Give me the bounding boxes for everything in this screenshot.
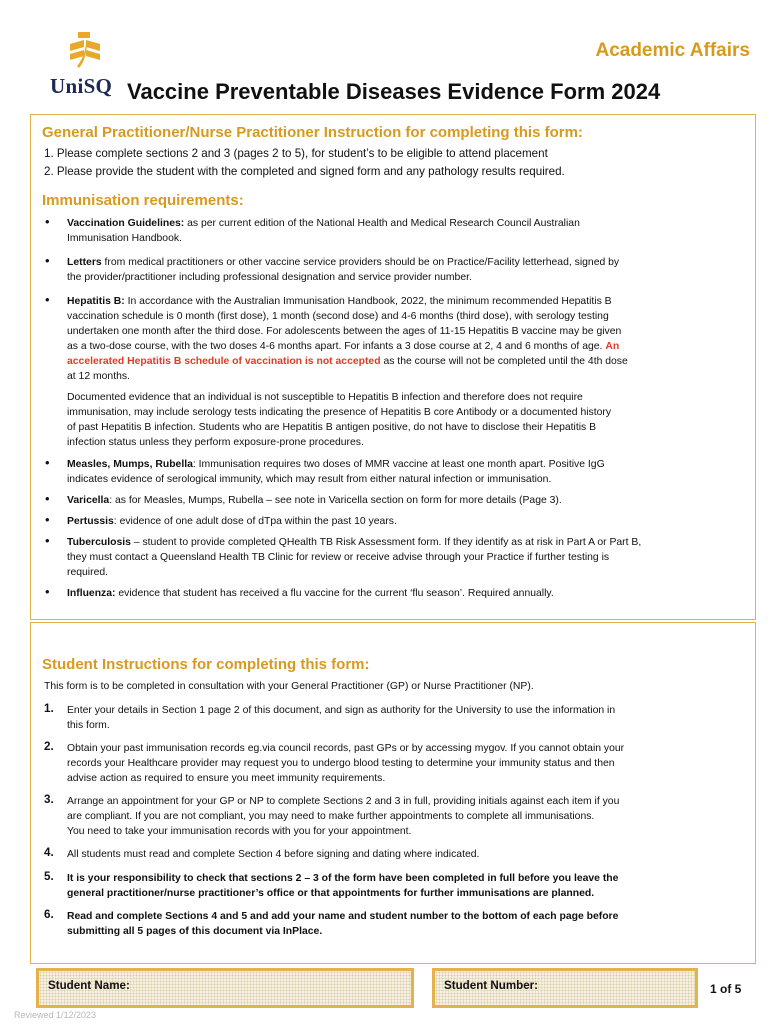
bullet-icon: •: [45, 253, 50, 268]
tuberculosis-line-3: required.: [67, 567, 109, 578]
hepatitis-b-line-6: at 12 months.: [67, 371, 130, 382]
student-item-1-line-2: this form.: [67, 720, 110, 731]
student-item-5-number: 5.: [44, 870, 54, 883]
student-item-4-number: 4.: [44, 846, 54, 859]
letters-line-2: the provider/practitioner including professional designation and service provider number.: [67, 272, 472, 283]
mmr-line-1: Measles, Mumps, Rubella: Immunisation requires two doses of MMR vaccine at least one month apart. Positive IgG: [67, 459, 605, 470]
tuberculosis-line-1: Tuberculosis – student to provide completed QHealth TB Risk Assessment form. If they identify as at risk in Part A or Part B,: [67, 537, 642, 548]
student-item-2-number: 2.: [44, 740, 54, 753]
department-name: Academic Affairs: [595, 40, 750, 61]
bullet-icon: •: [45, 292, 50, 307]
reviewed-date: Reviewed 1/12/2023: [14, 1010, 97, 1020]
student-item-3-line-3: You need to take your immunisation records with you for your appointment.: [67, 826, 412, 837]
student-item-1-number: 1.: [44, 702, 54, 715]
unisq-logo: [50, 30, 124, 102]
bullet-icon: •: [45, 584, 50, 599]
varicella-line: Varicella: as for Measles, Mumps, Rubella – see note in Varicella section on form for more details (Page 3).: [67, 495, 562, 506]
student-number-field[interactable]: [432, 968, 698, 1008]
student-item-6-line-1: Read and complete Sections 4 and 5 and add your name and student number to the bottom of each page before: [67, 911, 619, 922]
student-item-3-line-2: are compliant. If you are not compliant, you may need to make further appointments to complete all immunisations.: [67, 811, 595, 822]
student-item-3-number: 3.: [44, 793, 54, 806]
hepatitis-b-line-2: vaccination schedule is 0 month (first dose), 1 month (second dose) and 4-6 months (third dose), with serology testing: [67, 311, 609, 322]
hepatitis-b-note-2: immunisation, may include serology tests indicating the presence of Hepatitis B core Antibody or a documented history: [67, 407, 612, 418]
student-name-field[interactable]: [36, 968, 414, 1008]
vaccination-guidelines-line-2: Immunisation Handbook.: [67, 233, 182, 244]
tuberculosis-line-2: they must contact a Queensland Health TB Clinic for review or receive advise through your Practice if further testing is: [67, 552, 610, 563]
bullet-icon: •: [45, 533, 50, 548]
student-item-2-line-2: records your Healthcare provider may request you to undergo blood testing to determine your immunity status and then: [67, 758, 615, 769]
student-item-5-line-2: general practitioner/nurse practitioner’s office or that appointments for further immunisations are planned.: [67, 888, 595, 899]
influenza-line: Influenza: evidence that student has received a flu vaccine for the current ‘flu season’. Required annually.: [67, 588, 554, 599]
student-item-4-line-1: All students must read and complete Section 4 before signing and dating where indicated.: [67, 849, 480, 860]
student-item-3-line-1: Arrange an appointment for your GP or NP to complete Sections 2 and 3 in full, providing initials against each item if you: [67, 796, 620, 807]
student-intro: This form is to be completed in consultation with your General Practitioner (GP) or Nurse Practitioner (NP).: [44, 681, 534, 692]
form-title: Vaccine Preventable Diseases Evidence Form 2024: [127, 79, 661, 104]
bullet-icon: •: [45, 491, 50, 506]
bullet-icon: •: [45, 455, 50, 470]
student-item-5-line-1: It is your responsibility to check that sections 2 – 3 of the form have been completed in full before you leave the: [67, 873, 619, 884]
hepatitis-b-warning: accelerated Hepatitis B schedule of vaccination is not accepted: [67, 356, 381, 367]
bullet-icon: •: [45, 214, 50, 229]
vaccination-guidelines-line-1: Vaccination Guidelines: as per current edition of the National Health and Medical Research Council Australian: [67, 218, 580, 229]
student-item-2-line-3: advise action as required to ensure you meet immunity requirements.: [67, 773, 386, 784]
gp-step-2: 2. Please provide the student with the completed and signed form and any pathology results required.: [44, 165, 565, 178]
hepatitis-b-line-1: Hepatitis B: In accordance with the Australian Immunisation Handbook, 2022, the minimum recommended Hepatitis B: [67, 296, 612, 307]
gp-step-1: 1. Please complete sections 2 and 3 (pages 2 to 5), for student’s to be eligible to attend placement: [44, 147, 548, 160]
hepatitis-b-note-4: infection status unless they perform exposure-prone procedures.: [67, 437, 364, 448]
hepatitis-b-line-5: accelerated Hepatitis B schedule of vaccination is not accepted as the course will not be completed until the 4th dose: [67, 356, 628, 367]
page-number: 1 of 5: [710, 982, 742, 996]
hepatitis-b-line-3: undertaken one month after the third dose. For adolescents between the ages of 11-15 Hepatitis B vaccine may be given: [67, 326, 622, 337]
student-item-1-line-1: Enter your details in Section 1 page 2 of this document, and sign as authority for the University to use the information in: [67, 705, 616, 716]
letters-line-1: Letters from medical practitioners or other vaccine service providers should be on Practice/Facility letterhead, signed by: [67, 257, 620, 268]
mmr-line-2: indicates evidence of serological immunity, which may result from either natural infection or immunisation.: [67, 474, 552, 485]
hepatitis-b-note-3: of past Hepatitis B infection. Students who are Hepatitis B antigen positive, do not have to disclose their Hepatitis B: [67, 422, 597, 433]
student-item-2-line-1: Obtain your past immunisation records eg.via council records, past GPs or by accessing mygov. If you cannot obtain your: [67, 743, 625, 754]
student-item-6-line-2: submitting all 5 pages of this document via InPlace.: [67, 926, 323, 937]
student-name-label: Student Name:: [48, 979, 130, 992]
hepatitis-b-note-1: Documented evidence that an individual is not susceptible to Hepatitis B infection and therefore does not require: [67, 392, 583, 403]
student-number-label: Student Number:: [444, 979, 539, 992]
student-item-6-number: 6.: [44, 908, 54, 921]
hepatitis-b-line-4: as a two-dose course, with the two doses 4-6 months apart. For infants a 3 dose course at 2, 4 and 6 months of age. An: [67, 341, 620, 352]
pertussis-line: Pertussis: evidence of one adult dose of dTpa within the past 10 years.: [67, 516, 397, 527]
bullet-icon: •: [45, 512, 50, 527]
logo-wordmark: UniSQ: [50, 74, 113, 98]
student-section-heading: Student Instructions for completing this form:: [42, 656, 370, 673]
hepatitis-b-warning-start: An: [605, 341, 620, 352]
gp-section-heading: General Practitioner/Nurse Practitioner Instruction for completing this form:: [42, 124, 583, 141]
immunisation-heading: Immunisation requirements:: [42, 192, 244, 209]
